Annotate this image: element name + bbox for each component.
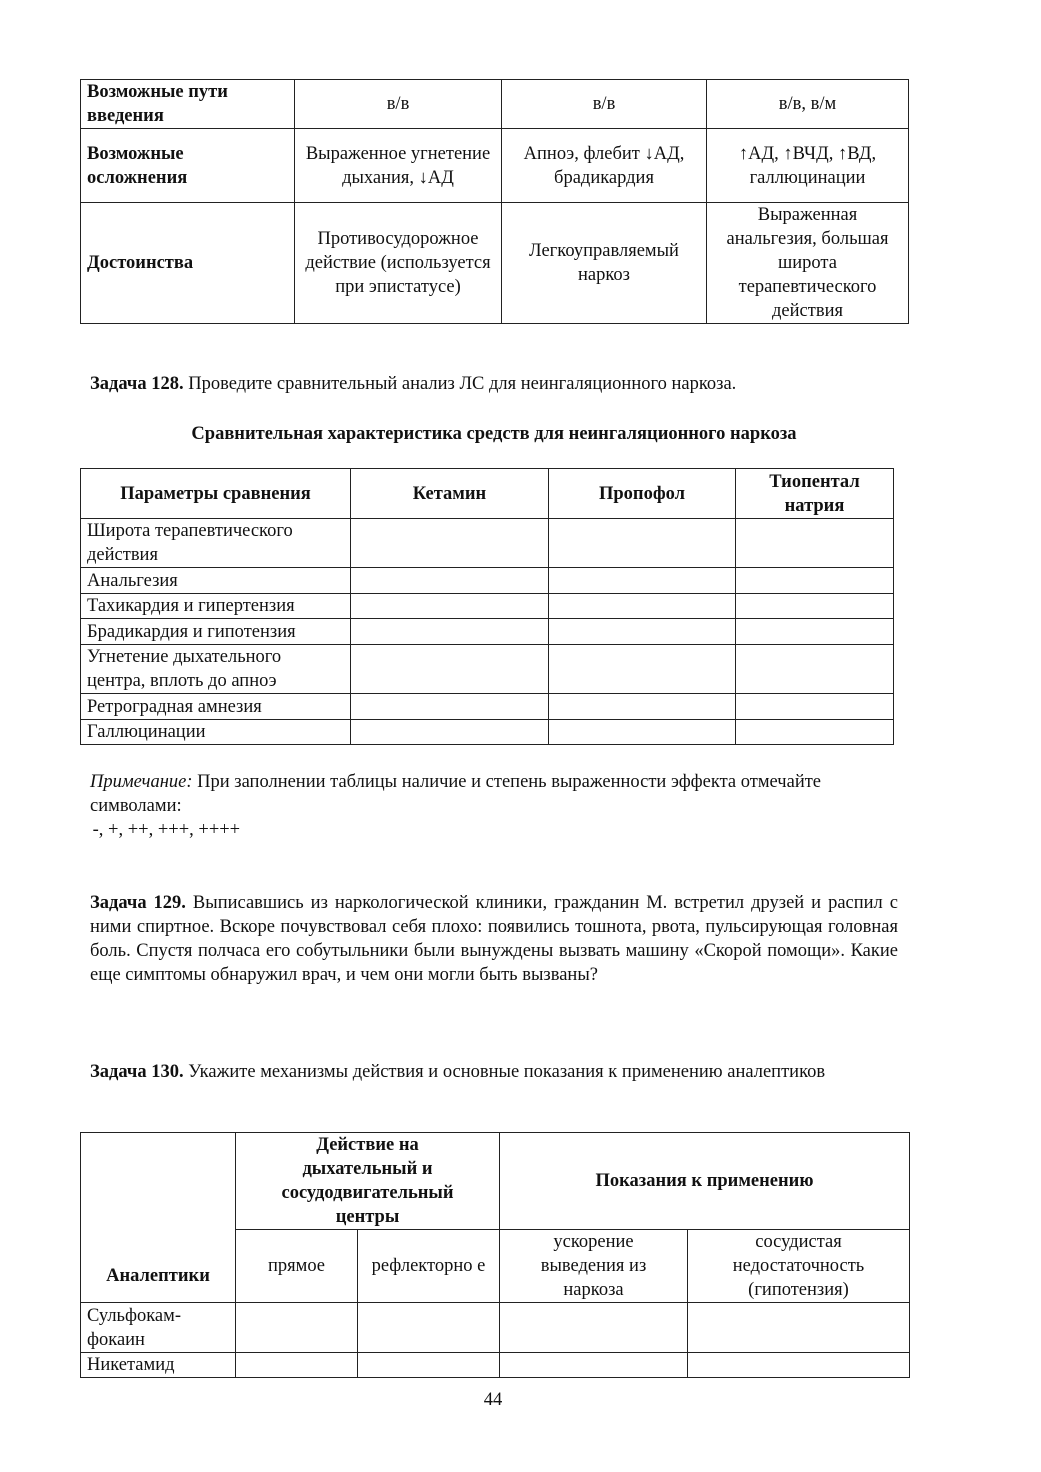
column-header: Параметры сравнения bbox=[81, 469, 351, 519]
empty-cell bbox=[351, 694, 549, 720]
empty-cell bbox=[736, 619, 894, 645]
task-heading: Задача 130. bbox=[90, 1062, 184, 1082]
row-label: Галлюцинации bbox=[81, 720, 351, 745]
empty-cell bbox=[351, 568, 549, 594]
empty-cell bbox=[351, 619, 549, 645]
empty-cell bbox=[351, 594, 549, 619]
note-symbols: -, +, ++, +++, ++++ bbox=[88, 820, 241, 840]
row-label: Достоинства bbox=[81, 203, 295, 324]
table-cell: в/в, в/м bbox=[707, 80, 909, 129]
task-text: Выписавшись из наркологической клиники, гражданин М. встретил друзей и распил с ними спиртное. Вскоре почувствовал себя плохо: появились тошнота, рвота, пульсирующая головная боль. Спустя полчаса его собутыльники были вынуждены вызвать машину «Скорой помощи». Какие еще симптомы обнаружил врач, и чем они могли быть вызваны? bbox=[90, 893, 898, 985]
table-cell: Апноэ, флебит ↓АД, брадикардия bbox=[502, 129, 707, 203]
task-heading: Задача 128. bbox=[90, 374, 184, 394]
empty-cell bbox=[736, 568, 894, 594]
table-row bbox=[81, 594, 894, 619]
subheader-vascular: сосудистая недостаточность (гипотензия) bbox=[688, 1230, 910, 1303]
row-label: Угнетение дыхательного центра, вплоть до апноэ bbox=[81, 645, 351, 694]
task-129-paragraph bbox=[90, 891, 898, 987]
subheader-reflex: рефлекторно е bbox=[358, 1230, 500, 1303]
table-header-row bbox=[81, 1133, 910, 1230]
table-cell: в/в bbox=[502, 80, 707, 129]
empty-cell bbox=[736, 694, 894, 720]
task-text: Проведите сравнительный анализ ЛС для неингаляционного наркоза. bbox=[183, 374, 737, 394]
column-header: Пропофол bbox=[549, 469, 736, 519]
row-label: Тахикардия и гипертензия bbox=[81, 594, 351, 619]
note-label: Примечание: bbox=[90, 772, 193, 792]
table-row bbox=[81, 80, 909, 129]
table-row bbox=[81, 203, 909, 324]
table-row bbox=[81, 720, 894, 745]
empty-cell bbox=[500, 1303, 688, 1353]
anesthesia-comparison-table bbox=[80, 468, 894, 745]
task-130-paragraph bbox=[90, 1060, 850, 1084]
row-label: Брадикардия и гипотензия bbox=[81, 619, 351, 645]
empty-cell bbox=[549, 694, 736, 720]
empty-cell bbox=[351, 720, 549, 745]
note-paragraph bbox=[90, 770, 880, 818]
analeptics-table bbox=[80, 1132, 910, 1378]
table-cell: Противосудорожное действие (используется при эпистатусе) bbox=[295, 203, 502, 324]
empty-cell bbox=[736, 720, 894, 745]
empty-cell bbox=[736, 594, 894, 619]
group-header-action: Действие на дыхательный и сосудодвигательный центры bbox=[236, 1133, 500, 1230]
table-cell: Выраженное угнетение дыхания, ↓АД bbox=[295, 129, 502, 203]
empty-cell bbox=[500, 1353, 688, 1378]
empty-cell bbox=[236, 1353, 358, 1378]
task-text: Укажите механизмы действия и основные показания к применению аналептиков bbox=[183, 1062, 826, 1082]
empty-cell bbox=[549, 568, 736, 594]
task-heading: Задача 129. bbox=[90, 893, 186, 913]
group-header-indications: Показания к применению bbox=[500, 1133, 910, 1230]
empty-cell bbox=[351, 645, 549, 694]
table-row bbox=[81, 129, 909, 203]
row-label: Возможные осложнения bbox=[81, 129, 295, 203]
empty-cell bbox=[351, 519, 549, 568]
comparison-table-continued bbox=[80, 79, 909, 324]
table-cell: Выраженная анальгезия, большая широта терапевтического действия bbox=[707, 203, 909, 324]
table-cell: Легкоуправляемый наркоз bbox=[502, 203, 707, 324]
empty-cell bbox=[688, 1353, 910, 1378]
table-title: Сравнительная характеристика средств для неингаляционного наркоза bbox=[191, 424, 797, 444]
row-label: Широта терапевтического действия bbox=[81, 519, 351, 568]
row-label: Ретроградная амнезия bbox=[81, 694, 351, 720]
empty-cell bbox=[688, 1303, 910, 1353]
empty-cell bbox=[549, 519, 736, 568]
empty-cell bbox=[549, 594, 736, 619]
row-label: Возможные пути введения bbox=[81, 80, 295, 129]
table-header-row bbox=[81, 469, 894, 519]
column-header: Тиопентал натрия bbox=[736, 469, 894, 519]
table-row bbox=[81, 619, 894, 645]
column-header-analeptics bbox=[81, 1133, 236, 1303]
empty-cell bbox=[358, 1353, 500, 1378]
table-row bbox=[81, 519, 894, 568]
empty-cell bbox=[236, 1303, 358, 1353]
empty-cell bbox=[358, 1303, 500, 1353]
table-row bbox=[81, 568, 894, 594]
subheader-anesthesia: ускорение выведения из наркоза bbox=[500, 1230, 688, 1303]
task-128-paragraph bbox=[90, 372, 900, 396]
table-row bbox=[81, 645, 894, 694]
table-cell: в/в bbox=[295, 80, 502, 129]
column-header: Кетамин bbox=[351, 469, 549, 519]
empty-cell bbox=[549, 645, 736, 694]
row-label: Анальгезия bbox=[81, 568, 351, 594]
table-row bbox=[81, 1353, 910, 1378]
empty-cell bbox=[549, 619, 736, 645]
table-row bbox=[81, 1303, 910, 1353]
row-label: Никетамид bbox=[81, 1353, 236, 1378]
empty-cell bbox=[736, 519, 894, 568]
note-text: При заполнении таблицы наличие и степень выраженности эффекта отмечайте символами: bbox=[90, 772, 822, 816]
empty-cell bbox=[736, 645, 894, 694]
page-number: 44 bbox=[483, 1390, 503, 1410]
row-label: Сульфокам-фокаин bbox=[81, 1303, 236, 1353]
empty-cell bbox=[549, 720, 736, 745]
table-cell: ↑АД, ↑ВЧД, ↑ВД, галлюцинации bbox=[707, 129, 909, 203]
subheader-direct: прямое bbox=[236, 1230, 358, 1303]
table-row bbox=[81, 694, 894, 720]
column-header-text: Аналептики bbox=[106, 1266, 210, 1286]
